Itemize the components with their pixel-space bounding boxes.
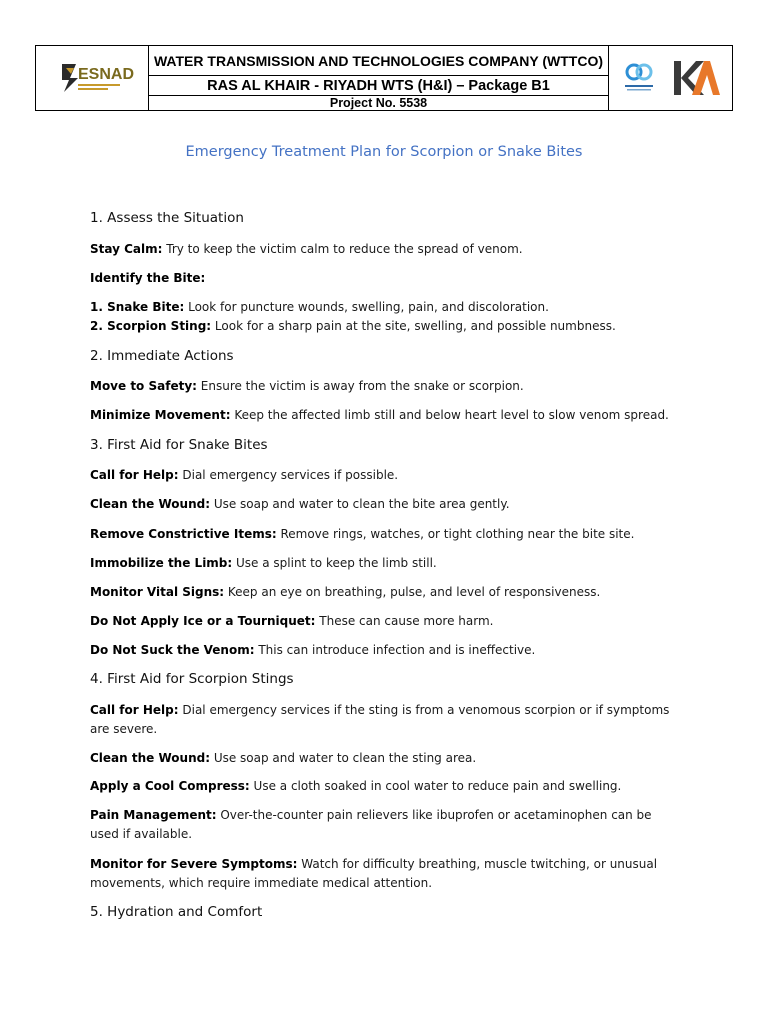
list-item: 2. Scorpion Sting: Look for a sharp pain at the site, swelling, and possible numbness. — [90, 319, 616, 333]
paragraph: Clean the Wound: Use soap and water to clean the bite area gently. — [90, 497, 510, 511]
wttco-logo — [621, 58, 657, 98]
project-number: Project No. 5538 — [329, 96, 428, 110]
paragraph: Immobilize the Limb: Use a splint to keep the limb still. — [90, 556, 437, 570]
paragraph: Clean the Wound: Use soap and water to clean the sting area. — [90, 751, 477, 765]
section-heading: 4. First Aid for Scorpion Stings — [90, 671, 294, 687]
company-name: WATER TRANSMISSION AND TECHNOLOGIES COMPANY (WTTCO) — [149, 46, 608, 76]
list-item: 1. Snake Bite: Look for puncture wounds, swelling, pain, and discoloration. — [90, 300, 549, 314]
section-heading: 2. Immediate Actions — [90, 348, 234, 364]
document-title: Emergency Treatment Plan for Scorpion or Snake Bites — [185, 144, 583, 160]
header-title-block — [149, 46, 608, 110]
paragraph: Move to Safety: Ensure the victim is away from the snake or scorpion. — [90, 379, 524, 393]
paragraph: Pain Management: Over-the-counter pain relievers like ibuprofen or acetaminophen can be used if available. — [90, 808, 652, 841]
paragraph: Stay Calm: Try to keep the victim calm to reduce the spread of venom. — [90, 242, 523, 256]
svg-text:ESNAD: ESNAD — [78, 66, 135, 83]
header-left-logo-cell — [36, 46, 149, 110]
paragraph: Monitor Vital Signs: Keep an eye on breathing, pulse, and level of responsiveness. — [90, 585, 601, 599]
document-header — [35, 45, 733, 111]
paragraph: Minimize Movement: Keep the affected limb still and below heart level to slow venom spread. — [90, 408, 669, 422]
paragraph: Monitor for Severe Symptoms: Watch for difficulty breathing, muscle twitching, or unusual movements, which require immediate medical attention. — [90, 857, 658, 890]
ka-logo — [672, 57, 720, 99]
paragraph: Call for Help: Dial emergency services if possible. — [90, 468, 399, 482]
paragraph: Remove Constrictive Items: Remove rings, watches, or tight clothing near the bite site. — [90, 527, 635, 541]
paragraph: Do Not Suck the Venom: This can introduce infection and is ineffective. — [90, 643, 536, 657]
section-heading: 5. Hydration and Comfort — [90, 904, 263, 920]
paragraph: Do Not Apply Ice or a Tourniquet: These can cause more harm. — [90, 614, 494, 628]
project-title: RAS AL KHAIR - RIYADH WTS (H&I) – Package B1 — [149, 76, 608, 96]
paragraph: Identify the Bite: — [90, 271, 206, 285]
section-heading: 1. Assess the Situation — [90, 210, 244, 226]
header-right-logos — [608, 46, 732, 110]
esnad-logo — [60, 60, 135, 96]
section-heading: 3. First Aid for Snake Bites — [90, 437, 268, 453]
paragraph: Call for Help: Dial emergency services if the sting is from a venomous scorpion or if symptoms are severe. — [90, 703, 670, 736]
paragraph: Apply a Cool Compress: Use a cloth soaked in cool water to reduce pain and swelling. — [90, 779, 622, 793]
